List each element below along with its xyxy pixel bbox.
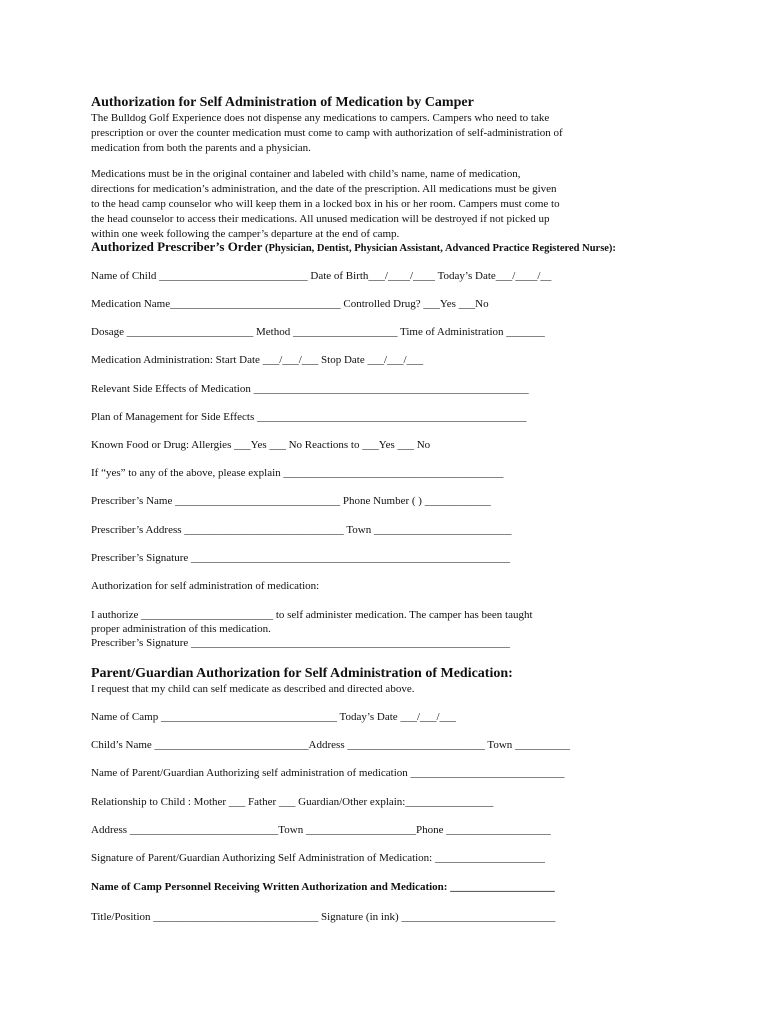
field-prescriber-address[interactable]: Prescriber’s Address _____________________________ Town _________________________: [91, 524, 512, 536]
field-prescriber-signature[interactable]: Prescriber’s Signature __________________________________________________________: [91, 552, 510, 564]
field-medication-name[interactable]: Medication Name_______________________________ Controlled Drug? ___Yes ___No: [91, 298, 489, 310]
prescriber-order-heading-text: Authorized Prescriber’s Order: [91, 239, 263, 254]
intro-paragraph-1: The Bulldog Golf Experience does not dispense any medications to campers. Campers who need to take prescription or over the counter medication must come to camp with authorization of self-administration of medication from both the parents and a physician.: [91, 112, 563, 154]
field-child-name-dob[interactable]: Name of Child ___________________________ Date of Birth___/____/____ Today’s Date___/____/__: [91, 270, 552, 282]
authorization-label: Authorization for self administration of medication:: [91, 580, 320, 592]
field-i-authorize[interactable]: I authorize ________________________ to self administer medication. The camper has been taught: [91, 609, 533, 621]
field-camp-name-date[interactable]: Name of Camp ________________________________ Today’s Date ___/___/___: [91, 711, 457, 723]
field-allergies[interactable]: Known Food or Drug: Allergies ___Yes ___ No Reactions to ___Yes ___ No: [91, 439, 431, 451]
field-management-plan[interactable]: Plan of Management for Side Effects _________________________________________________: [91, 411, 527, 423]
authorize-continuation: proper administration of this medication.: [91, 623, 271, 635]
field-parent-signature[interactable]: Signature of Parent/Guardian Authorizing Self Administration of Medication: ____________________: [91, 852, 545, 864]
field-parent-name[interactable]: Name of Parent/Guardian Authorizing self administration of medication ____________________________: [91, 767, 565, 779]
parent-request-text: I request that my child can self medicate as described and directed above.: [91, 683, 415, 695]
field-prescriber-signature-2[interactable]: Prescriber’s Signature __________________________________________________________: [91, 637, 510, 649]
field-prescriber-name-phone[interactable]: Prescriber’s Name ______________________________ Phone Number ( ) ____________: [91, 495, 491, 507]
field-relationship[interactable]: Relationship to Child : Mother ___ Father ___ Guardian/Other explain:________________: [91, 796, 494, 808]
form-title: Authorization for Self Administration of Medication by Camper: [91, 95, 474, 110]
field-child-address-town[interactable]: Child’s Name ____________________________Address _________________________ Town __________: [91, 739, 571, 751]
prescriber-order-heading: [91, 239, 616, 257]
field-administration-dates[interactable]: Medication Administration: Start Date ___/___/___ Stop Date ___/___/___: [91, 354, 424, 366]
field-dosage-method-time[interactable]: Dosage _______________________ Method ___________________ Time of Administration _______: [91, 326, 545, 338]
field-explain[interactable]: If “yes” to any of the above, please explain ________________________________________: [91, 467, 504, 479]
prescriber-order-heading-paren: (Physician, Dentist, Physician Assistant, Advanced Practice Registered Nurse):: [262, 243, 616, 254]
intro-paragraph-2: Medications must be in the original container and labeled with child’s name, name of medication, directions for medication’s administration, and the date of the prescription. All medications must be given to the head camp counselor who will keep them in a locked box in his or her room. Campers must come to the head counselor to access their medications. All unused medication will be destroyed if not picked up within one week following the camper’s departure at the end of camp.: [91, 168, 560, 240]
field-title-signature[interactable]: Title/Position ______________________________ Signature (in ink) ____________________________: [91, 911, 556, 923]
field-camp-personnel[interactable]: Name of Camp Personnel Receiving Written Authorization and Medication: ___________________: [91, 881, 555, 893]
field-side-effects[interactable]: Relevant Side Effects of Medication __________________________________________________: [91, 383, 529, 395]
parent-authorization-heading: Parent/Guardian Authorization for Self Administration of Medication:: [91, 666, 513, 681]
field-parent-address-phone[interactable]: Address ___________________________Town ____________________Phone ___________________: [91, 824, 551, 836]
